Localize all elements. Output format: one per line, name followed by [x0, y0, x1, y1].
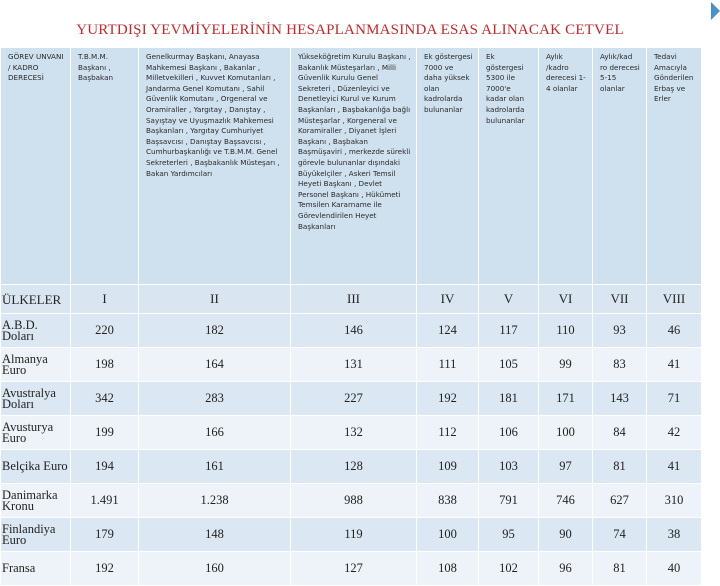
group-number: VIII [647, 285, 702, 314]
allowance-value-cell: 181 [479, 382, 539, 416]
country-cell: Avustralya Doları [1, 382, 71, 416]
allowance-value-cell: 146 [291, 314, 417, 348]
allowance-value-cell: 179 [71, 518, 139, 552]
table-row [1, 484, 702, 518]
allowance-value-cell: 166 [139, 416, 291, 450]
allowance-value-cell: 220 [71, 314, 139, 348]
allowance-value-cell: 1.491 [71, 484, 139, 518]
allowance-value-cell: 81 [593, 552, 647, 586]
allowance-value-cell: 194 [71, 450, 139, 484]
table-row [1, 382, 702, 416]
allowance-value-cell: 161 [139, 450, 291, 484]
group-number: V [479, 285, 539, 314]
allowance-value-cell: 342 [71, 382, 139, 416]
allowance-value-cell: 124 [417, 314, 479, 348]
allowance-value-cell: 117 [479, 314, 539, 348]
allowance-value-cell: 102 [479, 552, 539, 586]
allowance-value-cell: 199 [71, 416, 139, 450]
allowance-value-cell: 1.238 [139, 484, 291, 518]
group-number-row [1, 285, 702, 314]
allowance-value-cell: 97 [539, 450, 593, 484]
country-cell: Fransa [1, 552, 71, 586]
allowance-value-cell: 198 [71, 348, 139, 382]
allowance-value-cell: 192 [71, 552, 139, 586]
country-cell: A.B.D. Doları [1, 314, 71, 348]
header-cell-group-4: Ek göstergesi 7000 ve daha yüksek olan kadrolarda bulunanlar [417, 48, 479, 285]
allowance-value-cell: 83 [593, 348, 647, 382]
header-cell-title-rank: GÖREV UNVANI / KADRO DERECESİ [1, 48, 71, 285]
table-row [1, 314, 702, 348]
allowance-value-cell: 38 [647, 518, 702, 552]
allowance-value-cell: 310 [647, 484, 702, 518]
country-cell: Almanya Euro [1, 348, 71, 382]
allowance-table [0, 47, 702, 586]
allowance-value-cell: 227 [291, 382, 417, 416]
header-cell-group-6: Aylık /kadro derecesi 1-4 olanlar [539, 48, 593, 285]
allowance-value-cell: 128 [291, 450, 417, 484]
allowance-value-cell: 160 [139, 552, 291, 586]
page-title: YURTDIŞI YEVMİYELERİNİN HESAPLANMASINDA ESAS ALINACAK CETVEL [76, 22, 624, 38]
allowance-value-cell: 112 [417, 416, 479, 450]
allowance-value-cell: 127 [291, 552, 417, 586]
countries-heading: ÜLKELER [1, 285, 71, 314]
allowance-value-cell: 182 [139, 314, 291, 348]
allowance-value-cell: 192 [417, 382, 479, 416]
allowance-value-cell: 627 [593, 484, 647, 518]
allowance-value-cell: 109 [417, 450, 479, 484]
header-cell-group-2: Genelkurmay Başkanı, Anayasa Mahkemesi Başkanı , Bakanlar , Milletvekilleri , Kuvvet Komutanları , Jandarma Genel Komutanı , Sahil Güvenlik Komutanı , Orgeneral ve Oramiraller , Yargıtay , Danıştay , Sayıştay ve Uyuşmazlık Mahkemesi Başkanları , Yargıtay Cumhuriyet Başsavcısı , Danıştay Başsavcısı , Cumhurbaşkanlığı ve T.B.M.M. Genel Sekreterleri , Başbakanlık Müsteşarı , Bakan Yardımcıları [139, 48, 291, 285]
allowance-value-cell: 100 [539, 416, 593, 450]
allowance-value-cell: 41 [647, 450, 702, 484]
allowance-value-cell: 81 [593, 450, 647, 484]
allowance-value-cell: 148 [139, 518, 291, 552]
allowance-value-cell: 838 [417, 484, 479, 518]
country-cell: Belçika Euro [1, 450, 71, 484]
allowance-value-cell: 105 [479, 348, 539, 382]
allowance-value-cell: 90 [539, 518, 593, 552]
allowance-value-cell: 106 [479, 416, 539, 450]
group-number: IV [417, 285, 479, 314]
allowance-value-cell: 171 [539, 382, 593, 416]
table-row [1, 518, 702, 552]
table-row [1, 348, 702, 382]
country-cell: Finlandiya Euro [1, 518, 71, 552]
group-number: II [139, 285, 291, 314]
allowance-value-cell: 71 [647, 382, 702, 416]
allowance-value-cell: 40 [647, 552, 702, 586]
allowance-value-cell: 791 [479, 484, 539, 518]
country-cell: Danimarka Kronu [1, 484, 71, 518]
allowance-value-cell: 103 [479, 450, 539, 484]
table-row [1, 416, 702, 450]
allowance-value-cell: 42 [647, 416, 702, 450]
allowance-value-cell: 74 [593, 518, 647, 552]
allowance-value-cell: 100 [417, 518, 479, 552]
allowance-value-cell: 119 [291, 518, 417, 552]
group-number: VII [593, 285, 647, 314]
allowance-value-cell: 95 [479, 518, 539, 552]
header-cell-group-1: T.B.M.M. Başkanı , Başbakan [71, 48, 139, 285]
allowance-value-cell: 93 [593, 314, 647, 348]
table-row [1, 450, 702, 484]
next-slide-arrow-icon[interactable] [711, 2, 720, 20]
header-row [1, 48, 702, 285]
allowance-value-cell: 41 [647, 348, 702, 382]
group-number: III [291, 285, 417, 314]
allowance-value-cell: 111 [417, 348, 479, 382]
allowance-value-cell: 283 [139, 382, 291, 416]
table-row [1, 552, 702, 586]
country-cell: Avusturya Euro [1, 416, 71, 450]
allowance-value-cell: 108 [417, 552, 479, 586]
allowance-value-cell: 132 [291, 416, 417, 450]
allowance-value-cell: 143 [593, 382, 647, 416]
allowance-value-cell: 46 [647, 314, 702, 348]
allowance-value-cell: 131 [291, 348, 417, 382]
header-cell-group-3: Yükseköğretim Kurulu Başkanı , Bakanlık Müsteşarları , Milli Güvenlik Kurulu Genel Sekreteri , Düzenleyici ve Denetleyici Kurul ve Kurum Başkanları , Başbakanlığa bağlı Müsteşarlar , Korgeneral ve Koramiraller , Diyanet İşleri Başkanı , Başbakan Başmüşaviri , merkezde sürekli görevle bulunanlar dışındaki Büyükelçiler , Askeri Temsil Heyeti Başkanı , Devlet Personel Başkanı , Hükümeti Temsilen Kararname ile Görevlendirilen Heyet Başkanları [291, 48, 417, 285]
allowance-value-cell: 110 [539, 314, 593, 348]
allowance-value-cell: 746 [539, 484, 593, 518]
allowance-value-cell: 84 [593, 416, 647, 450]
header-cell-group-7: Aylık/kad ro derecesi 5-15 olanlar [593, 48, 647, 285]
allowance-table-container [0, 47, 701, 575]
allowance-value-cell: 99 [539, 348, 593, 382]
header-cell-group-5: Ek göstergesi 5300 ile 7000'e kadar olan kadrolarda bulunanlar [479, 48, 539, 285]
header-cell-group-8: Tedavi Amacıyla Gönderilen Erbaş ve Erler [647, 48, 702, 285]
allowance-value-cell: 988 [291, 484, 417, 518]
allowance-value-cell: 164 [139, 348, 291, 382]
allowance-value-cell: 96 [539, 552, 593, 586]
group-number: VI [539, 285, 593, 314]
group-number: I [71, 285, 139, 314]
